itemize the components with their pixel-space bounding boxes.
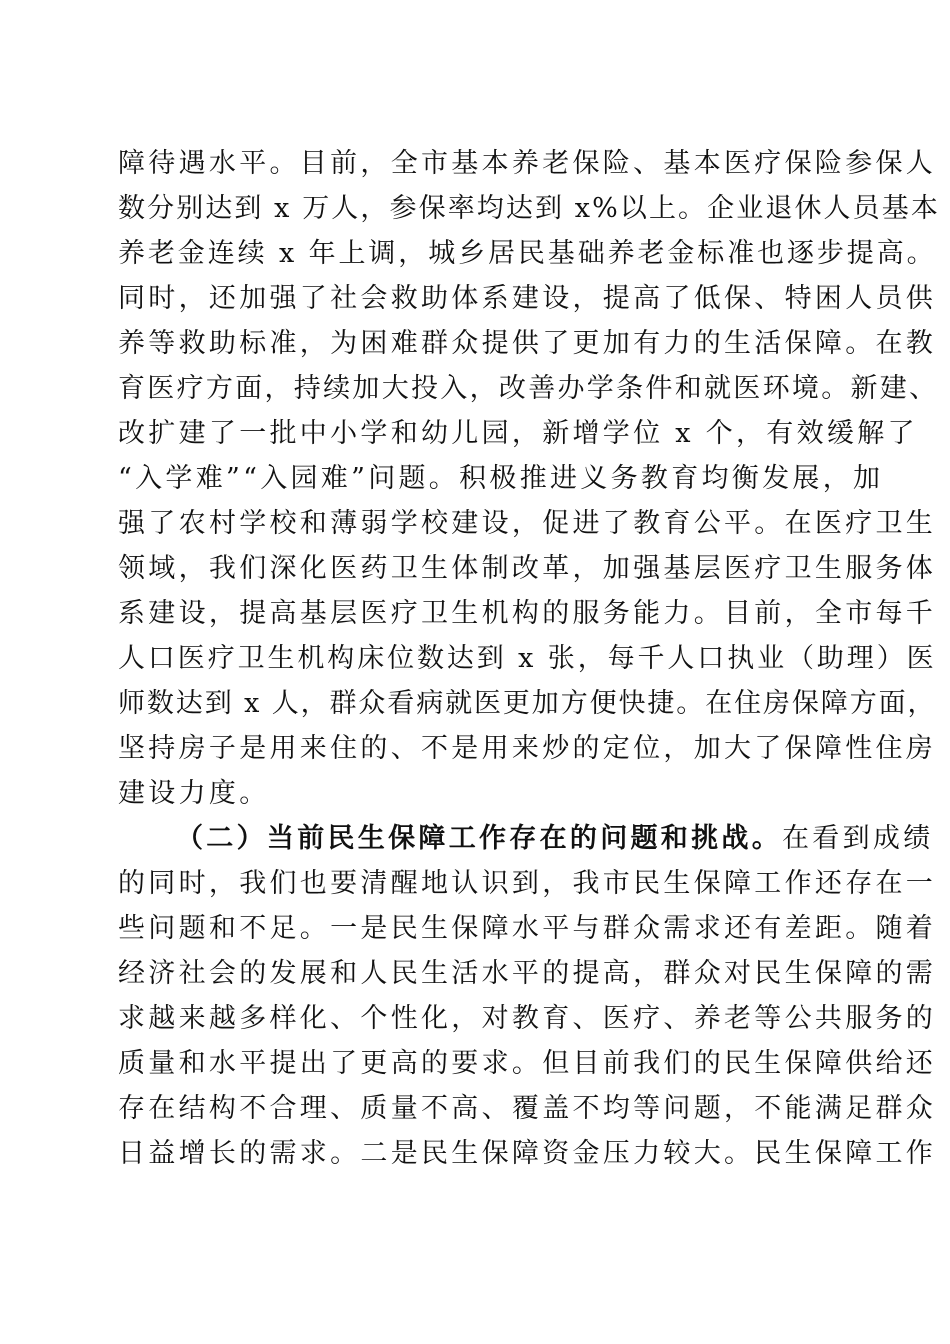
section-heading-line <box>176 825 934 852</box>
text-line: 的同时，我们也要清醒地认识到，我市民生保障工作还存在一 <box>118 868 937 899</box>
text-line: 系建设，提高基层医疗卫生机构的服务能力。目前，全市每千 <box>118 598 937 629</box>
section-heading-rest: 在看到成绩 <box>782 823 934 854</box>
text-line: 日益增长的需求。二是民生保障资金压力较大。民生保障工作 <box>118 1138 937 1169</box>
text-line: 经济社会的发展和人民生活水平的提高，群众对民生保障的需 <box>118 958 937 989</box>
text-line: 领域，我们深化医药卫生体制改革，加强基层医疗卫生服务体 <box>118 553 937 584</box>
text-line: 存在结构不合理、质量不高、覆盖不均等问题，不能满足群众 <box>118 1093 937 1124</box>
text-line: 改扩建了一批中小学和幼儿园，新增学位 x 个，有效缓解了 <box>118 418 918 449</box>
text-line: 障待遇水平。目前，全市基本养老保险、基本医疗保险参保人 <box>118 148 937 179</box>
text-line: 育医疗方面，持续加大投入，改善办学条件和就医环境。新建、 <box>118 373 939 404</box>
section-heading: （二）当前民生保障工作存在的问题和挑战。 <box>176 823 782 854</box>
text-line: 质量和水平提出了更高的要求。但目前我们的民生保障供给还 <box>118 1048 937 1079</box>
text-line: 求越来越多样化、个性化，对教育、医疗、养老等公共服务的 <box>118 1003 937 1034</box>
text-line: 数分别达到 x 万人，参保率均达到 x%以上。企业退休人员基本 <box>118 193 940 224</box>
text-line: 强了农村学校和薄弱学校建设，促进了教育公平。在医疗卫生 <box>118 508 937 539</box>
text-line: 坚持房子是用来住的、不是用来炒的定位，加大了保障性住房 <box>118 733 937 764</box>
text-line: 养等救助标准，为困难群众提供了更加有力的生活保障。在教 <box>118 328 937 359</box>
text-line: 建设力度。 <box>118 778 270 809</box>
text-line: “入学难”“入园难”问题。积极推进义务教育均衡发展，加 <box>118 463 884 494</box>
text-line: 养老金连续 x 年上调，城乡居民基础养老金标准也逐步提高。 <box>118 238 937 269</box>
text-line: 人口医疗卫生机构床位数达到 x 张，每千人口执业（助理）医 <box>118 643 937 674</box>
text-line: 师数达到 x 人，群众看病就医更加方便快捷。在住房保障方面， <box>118 688 937 719</box>
text-line: 同时，还加强了社会救助体系建设，提高了低保、特困人员供 <box>118 283 937 314</box>
text-line: 些问题和不足。一是民生保障水平与群众需求还有差距。随着 <box>118 913 937 944</box>
